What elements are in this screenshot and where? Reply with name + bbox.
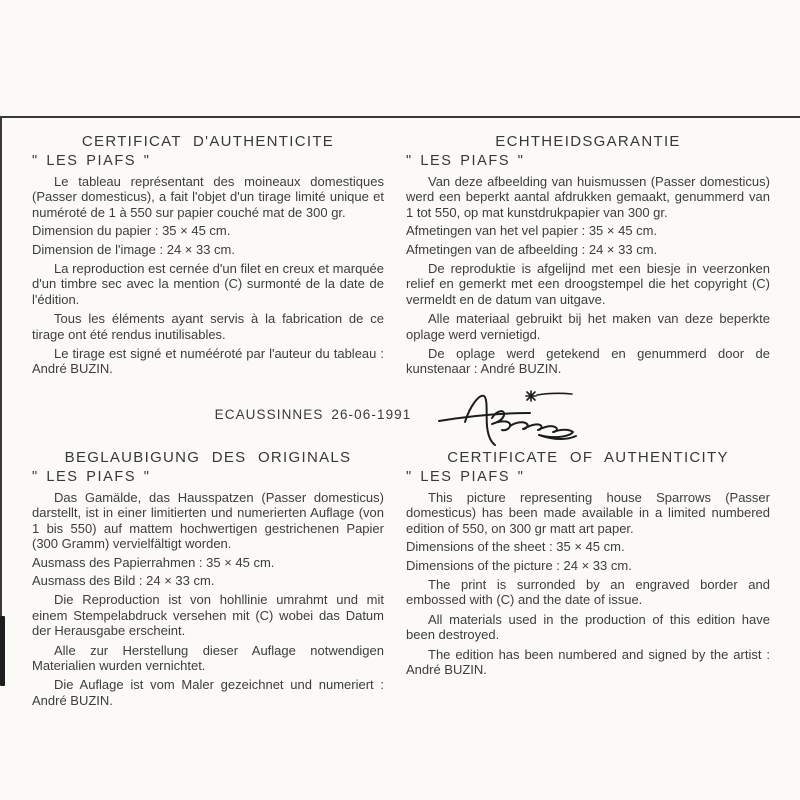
bottom-columns [0,443,800,708]
paragraph-dutch-1: Van deze afbeelding van huismussen (Passer domesticus) werd een beperkt aantal afdrukken gemaakt, genummerd van 1 tot 550, op mat kunstdrukpapier van 300 gr. [406,174,770,220]
dimension-line-german-2: Ausmass des Bild : 24 × 33 cm. [32,572,215,588]
section-title-english: CERTIFICATE OF AUTHENTICITY [447,448,729,466]
scan-edge-top [0,116,800,118]
paragraph-german-1: Das Gamälde, das Hausspatzen (Passer domesticus) darstellt, ist in einer limitierten und numerierten Auflage (von 1 bis 550) auf mattem hochwertigen gestrichenen Papier (300 Gramm) vervielfältigt worden. [32,489,384,552]
date-and-signature-row [0,393,800,437]
paragraph-english-3: All materials used in the production of this edition have been destroyed. [406,611,770,643]
dimension-line-dutch-1: Afmetingen van het vel papier : 35 × 45 cm. [406,223,658,239]
dimension-line-english-1: Dimensions of the sheet : 35 × 45 cm. [406,539,625,555]
paragraph-dutch-4: De oplage werd getekend en genummerd door de kunstenaar : André BUZIN. [406,346,770,377]
paragraph-dutch-2: De reproduktie is afgelijnd met een biesje in veerzonken relief en gemerkt met een droogstempel die het copyright (C) vermeldt en de datum van uitgave. [406,261,770,307]
paragraph-german-2: Die Reproduction ist von hohllinie umrahmt und mit einem Stempelabdruck versehen mit (C) wobei das Datum der Herausgabe erscheint. [32,592,384,639]
artwork-title-french: " LES PIAFS " [32,153,151,169]
section-title-german: BEGLAUBIGUNG DES ORIGINALS [64,448,352,466]
paragraph-english-2: The print is surronded by an engraved border and embossed with (C) and the date of issue. [406,576,770,608]
place-date-line: ECAUSSINNES 26-06-1991 [214,407,412,423]
paragraph-german-3: Alle zur Herstellung dieser Auflage notwendigen Materialien wurden vernichtet. [32,642,384,673]
top-columns [0,127,800,377]
dimension-line-french-1: Dimension du papier : 35 × 45 cm. [32,223,231,239]
section-dutch [406,127,770,377]
paragraph-english-4: The edition has been numbered and signed by the artist : André BUZIN. [406,646,770,677]
artwork-title-dutch: " LES PIAFS " [406,153,525,169]
paragraph-french-2: La reproduction est cernée d'un filet en creux et marquée d'un timbre sec avec la mention (C) surmonté de la date de l'édition. [32,261,384,307]
section-english [406,443,770,708]
certificate-document [0,127,800,708]
paragraph-french-1: Le tableau représentant des moineaux domestiques (Passer domesticus), a fait l'objet d'un tirage limité unique et numéroté de 1 à 550 sur papier couché mat de 300 gr. [32,174,384,220]
dimension-line-french-2: Dimension de l'image : 24 × 33 cm. [32,241,235,257]
artwork-title-english: " LES PIAFS " [406,468,525,485]
paragraph-french-4: Le tirage est signé et numééroté par l'auteur du tableau : André BUZIN. [32,346,384,377]
paragraph-french-3: Tous les éléments ayant servis à la fabrication de ce tirage ont été rendus inutilisables. [32,311,384,342]
artwork-title-german: " LES PIAFS " [32,468,151,485]
section-french [32,127,384,377]
section-title-french: CERTIFICAT D'AUTHENTICITE [81,133,335,150]
dimension-line-german-1: Ausmass des Papierrahmen : 35 × 45 cm. [32,554,275,570]
paragraph-german-4: Die Auflage ist vom Maler gezeichnet und numeriert : André BUZIN. [32,677,384,708]
section-german [32,443,384,708]
dimension-line-dutch-2: Afmetingen van de afbeelding : 24 × 33 cm. [406,241,658,257]
dimension-line-english-2: Dimensions of the picture : 24 × 33 cm. [406,557,632,573]
artist-signature [435,385,585,447]
paragraph-dutch-3: Alle materiaal gebruikt bij het maken van deze beperkte oplage werd vernietigd. [406,311,770,342]
paragraph-english-1: This picture representing house Sparrows (Passer domesticus) has been made available in a limited numbered edition of 550, on 300 gr matt art paper. [406,489,770,536]
section-title-dutch: ECHTHEIDSGARANTIE [495,133,681,150]
